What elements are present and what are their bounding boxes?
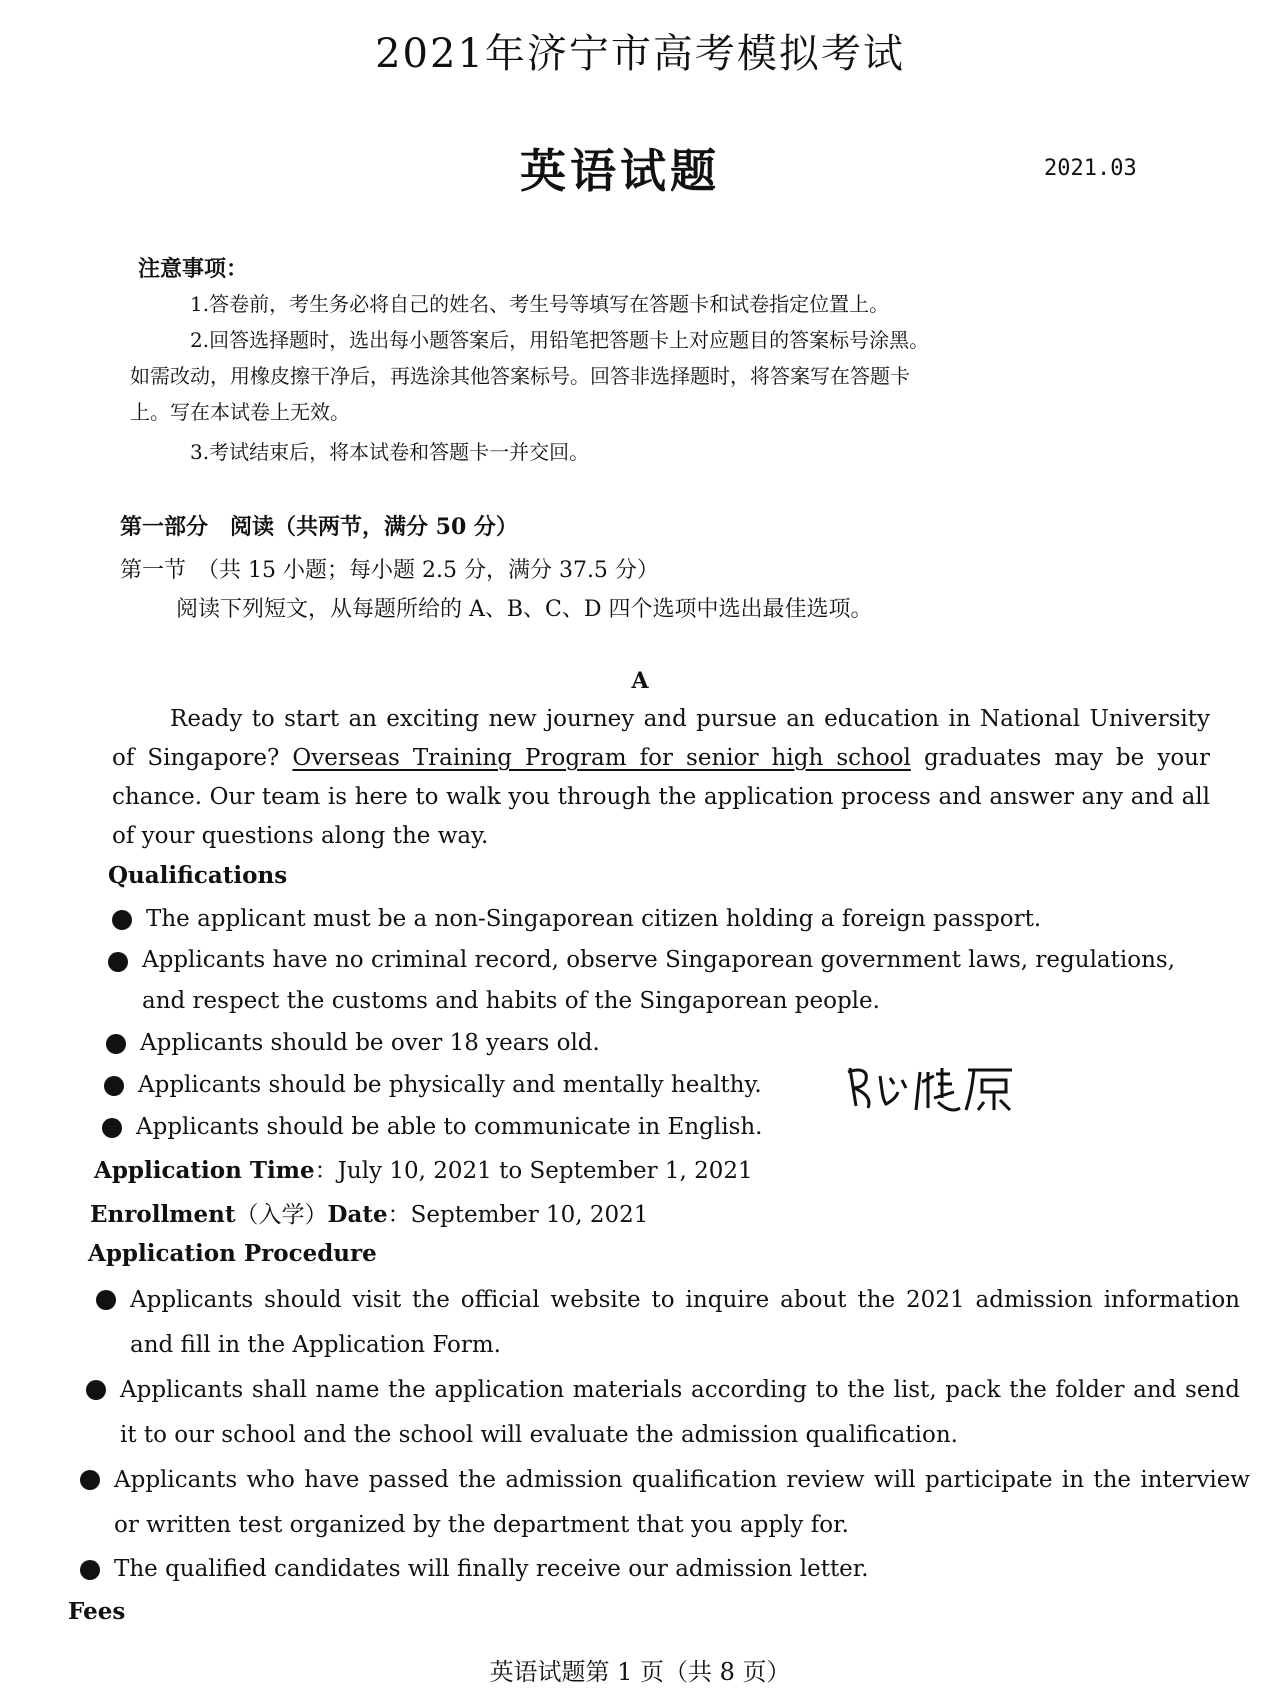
exam-title: 2021年济宁市高考模拟考试	[375, 31, 905, 77]
bullet-icon	[86, 1380, 106, 1400]
qualification-item	[142, 940, 1222, 1022]
bullet-icon	[112, 910, 132, 930]
qualification-text: Applicants have no criminal record, observe Singaporean government laws, regulations, and respect the customs and habits of the Singaporean people.	[142, 947, 1176, 1014]
procedure-item	[114, 1548, 1214, 1590]
procedure-text: Applicants who have passed the admission qualification review will participate in the interview or written test organized by the department that you apply for.	[114, 1467, 1250, 1538]
procedure-text: Applicants shall name the application materials according to the list, pack the folder and send it to our school and the school will evaluate the admission qualification.	[120, 1377, 1240, 1448]
instruction-text: 阅读下列短文，从每题所给的 A、B、C、D 四个选项中选出最佳选项。	[176, 597, 873, 622]
bullet-icon	[102, 1118, 122, 1138]
enrollment-paren: （入学）	[235, 1202, 328, 1228]
notice-heading: 注意事项：	[138, 256, 249, 282]
application-time-value: ：July 10, 2021 to September 1, 2021	[314, 1158, 753, 1184]
enrollment-value: ：September 10, 2021	[387, 1202, 649, 1228]
subject-title: 英语试题	[520, 144, 720, 198]
qualifications-heading: Qualifications	[108, 862, 288, 889]
qualification-text: Applicants should be physically and mentally healthy.	[138, 1072, 762, 1098]
procedure-heading: Application Procedure	[88, 1240, 377, 1267]
section-heading: 第一节 （共 15 小题；每小题 2.5 分，满分 37.5 分）	[120, 558, 659, 583]
procedure-item	[114, 1458, 1250, 1548]
enrollment-label: Enrollment	[90, 1201, 236, 1228]
intro-underlined-text: Overseas Training Program for senior high school	[292, 745, 911, 771]
qualification-text: Applicants should be able to communicate in English.	[136, 1114, 763, 1140]
notice-item: 2.回答选择题时，选出每小题答案后，用铅笔把答题卡上对应题目的答案标号涂黑。	[190, 328, 930, 352]
intro-text-rest: graduates may be your chance. Our team is here to walk you through the application process and answer any and all of your questions along the way.	[112, 745, 1210, 849]
qualification-item	[140, 1022, 1200, 1064]
application-time	[94, 1152, 753, 1185]
procedure-item	[120, 1368, 1240, 1458]
application-time-label: Application Time	[94, 1157, 315, 1184]
notice-item: 上。写在本试卷上无效。	[130, 400, 350, 424]
exam-date: 2021.03	[1044, 156, 1137, 181]
intro-text: Ready to start an exciting new journey and pursue an education in National University of Singapore?	[112, 706, 1210, 771]
qualification-text: The applicant must be a non-Singaporean citizen holding a foreign passport.	[146, 906, 1042, 932]
passage-letter: A	[631, 668, 649, 694]
enrollment-date	[90, 1196, 648, 1229]
qualification-item	[138, 1064, 838, 1106]
notice-item: 3.考试结束后，将本试卷和答题卡一并交回。	[190, 440, 590, 464]
procedure-text: Applicants should visit the official website to inquire about the 2021 admission information and fill in the Application Form.	[130, 1287, 1240, 1358]
page-footer: 英语试题第 1 页（共 8 页）	[489, 1658, 791, 1686]
notice-item: 1.答卷前，考生务必将自己的姓名、考生号等填写在答题卡和试卷指定位置上。	[190, 292, 890, 316]
handwritten-note-icon	[842, 1058, 1022, 1118]
fees-heading: Fees	[68, 1598, 126, 1625]
enrollment-date-label: Date	[327, 1201, 388, 1228]
bullet-icon	[80, 1470, 100, 1490]
procedure-text: The qualified candidates will finally receive our admission letter.	[114, 1556, 869, 1582]
qualification-text: Applicants should be over 18 years old.	[140, 1030, 600, 1056]
part-heading: 第一部分 阅读（共两节，满分 50 分）	[120, 514, 518, 540]
notice-item: 如需改动，用橡皮擦干净后，再选涂其他答案标号。回答非选择题时，将答案写在答题卡	[130, 364, 910, 388]
bullet-icon	[96, 1290, 116, 1310]
bullet-icon	[104, 1076, 124, 1096]
procedure-item	[130, 1278, 1240, 1368]
passage-intro	[112, 700, 1210, 856]
qualification-item	[136, 1106, 1196, 1148]
bullet-icon	[80, 1560, 100, 1580]
bullet-icon	[108, 952, 128, 972]
bullet-icon	[106, 1034, 126, 1054]
qualification-item	[146, 898, 1206, 940]
